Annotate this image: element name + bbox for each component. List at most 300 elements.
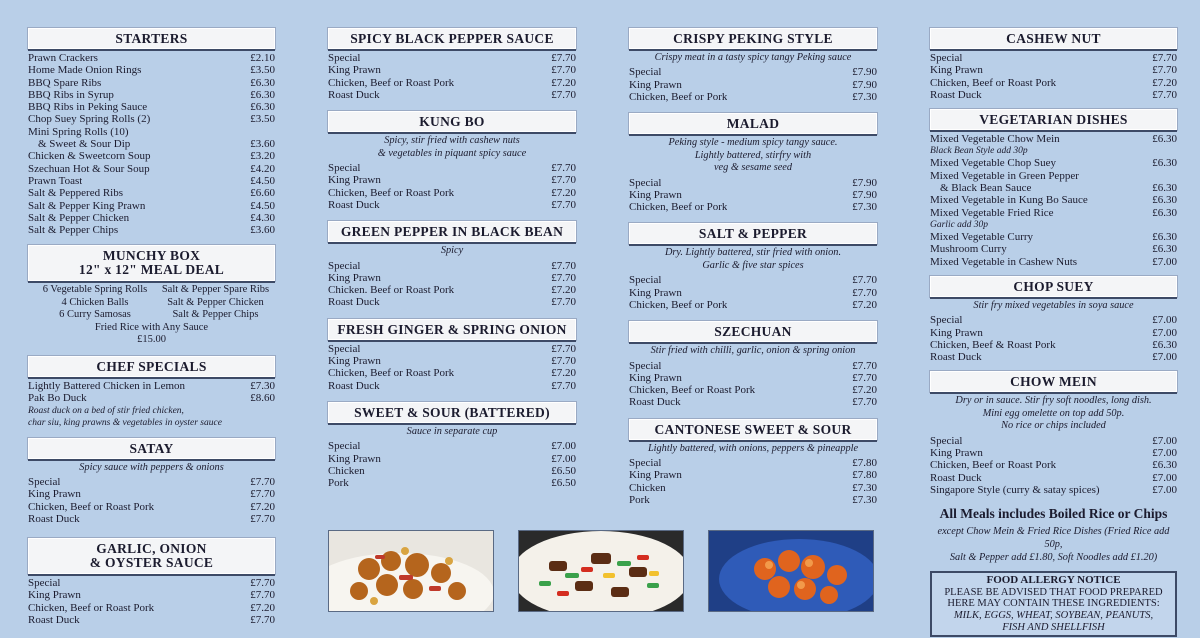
section-description: veg & sesame seed xyxy=(713,162,793,174)
allergy-line: PLEASE BE ADVISED THAT FOOD PREPARED xyxy=(944,586,1163,598)
menu-item-name: Roast Duck xyxy=(328,88,380,101)
menu-item-row xyxy=(930,231,1177,243)
menu-item-price: £6.30 xyxy=(1152,157,1177,170)
menu-item-price: £6.30 xyxy=(250,101,275,114)
menu-item-row xyxy=(930,170,1177,182)
menu-item-name: Chicken xyxy=(629,481,666,494)
menu-item-price: £4.30 xyxy=(250,211,275,224)
menu-item-price: £7.00 xyxy=(1152,314,1177,327)
garlic-title-line2: & OYSTER SAUCE xyxy=(89,555,214,571)
menu-item-price: £4.20 xyxy=(250,162,275,175)
menu-item-name: King Prawn xyxy=(328,174,381,187)
menu-item-row xyxy=(28,126,275,138)
menu-item-name: King Prawn xyxy=(629,188,682,201)
section-description: Spicy, stir fried with cashew nuts xyxy=(384,135,520,147)
menu-item-price: £6.30 xyxy=(1152,133,1177,146)
menu-item-name: Chicken, Beef or Roast Pork xyxy=(930,76,1057,89)
menu-item-name: Salt & Pepper King Prawn xyxy=(28,199,146,212)
menu-item-name: Special xyxy=(328,342,361,355)
menu-item-name: BBQ Spare Ribs xyxy=(28,76,102,89)
menu-item-price: £7.30 xyxy=(852,494,877,506)
menu-item-price: £7.30 xyxy=(250,379,275,392)
menu-item-price: £4.50 xyxy=(250,174,275,187)
menu-item-name: Mixed Vegetable Fried Rice xyxy=(930,206,1054,219)
menu-item-row xyxy=(930,52,1177,64)
menu-item-row xyxy=(28,150,275,162)
menu-item-price: £7.70 xyxy=(852,286,877,299)
section-chop-suey xyxy=(930,276,1177,364)
meal-deal-contents xyxy=(28,284,275,347)
menu-item-price: £7.00 xyxy=(551,440,576,453)
menu-item-name: King Prawn xyxy=(930,64,983,77)
menu-item-row xyxy=(629,360,877,372)
menu-item-row xyxy=(328,453,576,465)
menu-item-row xyxy=(328,367,576,379)
menu-item-price: £8.60 xyxy=(250,392,275,405)
menu-item-price: £7.30 xyxy=(852,481,877,494)
menu-item-price: £6.30 xyxy=(250,88,275,101)
menu-item-row xyxy=(930,327,1177,339)
section-munchy-box xyxy=(28,245,275,347)
sweet-sour-chicken-photo xyxy=(708,530,874,612)
menu-item-price: £6.60 xyxy=(250,187,275,200)
menu-item-row xyxy=(629,91,877,103)
menu-item-row xyxy=(629,201,877,213)
menu-item-name: King Prawn xyxy=(28,488,81,501)
menu-item-price: £6.30 xyxy=(1152,230,1177,243)
meals-exception-note xyxy=(930,525,1177,564)
menu-item-row xyxy=(328,64,576,76)
menu-item-price: £7.00 xyxy=(1152,483,1177,496)
menu-item-row xyxy=(930,157,1177,169)
menu-item-row xyxy=(629,189,877,201)
menu-item-row xyxy=(328,296,576,308)
menu-item-row xyxy=(629,396,877,408)
section-salt-and-pepper xyxy=(629,223,877,311)
menu-item-row xyxy=(328,260,576,272)
section-vegetarian-dishes xyxy=(930,109,1177,268)
allergy-line: HERE MAY CONTAIN THESE INGREDIENTS: xyxy=(947,598,1160,610)
section-description: Stir fry mixed vegetables in soya sauce xyxy=(973,299,1134,311)
menu-item-name: Mushroom Curry xyxy=(930,243,1007,256)
menu-item-row xyxy=(28,113,275,125)
menu-item-name: BBQ Ribs in Syrup xyxy=(28,88,114,101)
menu-item-row xyxy=(328,199,576,211)
menu-item-row xyxy=(629,299,877,311)
menu-item-row xyxy=(629,457,877,469)
section-cantonese-sweet-and-sour xyxy=(629,419,877,507)
section-crispy-peking-style xyxy=(629,28,877,103)
chef-note: char siu, king prawns & vegetables in oyster sauce xyxy=(28,417,222,428)
menu-item-price: £7.70 xyxy=(1152,52,1177,64)
menu-item-price: £7.70 xyxy=(551,88,576,101)
allergy-line xyxy=(936,610,1171,622)
menu-item-name: Mixed Vegetable in Green Pepper xyxy=(930,169,1079,182)
section-description: Lightly battered, stirfry with xyxy=(694,149,812,161)
section-sweet-and-sour-battered xyxy=(328,402,576,490)
menu-item-row xyxy=(930,435,1177,447)
menu-item-price: £7.00 xyxy=(551,452,576,465)
section-title: SALT & PEPPER xyxy=(629,223,877,244)
menu-item-price: £7.70 xyxy=(551,174,576,187)
deal-item: 4 Chicken Balls xyxy=(61,296,129,308)
menu-column-3 xyxy=(629,28,877,506)
menu-item-row xyxy=(930,194,1177,206)
menu-item-name: Mixed Vegetable Chow Mein xyxy=(930,133,1060,146)
menu-item-price: £7.30 xyxy=(852,91,877,103)
deal-item: Salt & Pepper Chicken xyxy=(167,296,264,308)
menu-item-name: Special xyxy=(930,52,963,64)
menu-item-row xyxy=(328,52,576,64)
menu-item-row xyxy=(28,101,275,113)
menu-item-name: Special xyxy=(629,274,662,287)
menu-item-row xyxy=(328,380,576,392)
menu-item-name: Black Bean Style add 30p xyxy=(930,146,1028,157)
menu-item-name: Mixed Vegetable in Kung Bo Sauce xyxy=(930,194,1088,207)
menu-item-row xyxy=(930,182,1177,194)
menu-item-name: Special xyxy=(328,52,361,64)
menu-item-price: £3.20 xyxy=(250,150,275,163)
section-title: VEGETARIAN DISHES xyxy=(930,109,1177,130)
menu-item-row xyxy=(28,380,275,392)
menu-item-row xyxy=(28,200,275,212)
menu-item-row xyxy=(28,187,275,199)
exception-line: Salt & Pepper add £1.80, Soft Noodles add £1.20) xyxy=(949,552,1158,564)
allergy-ingredients: FISH AND SHELLFISH xyxy=(1002,621,1105,633)
menu-item-price: £2.10 xyxy=(250,52,275,64)
menu-item-row xyxy=(930,459,1177,471)
section-title: CASHEW NUT xyxy=(930,28,1177,49)
menu-item-row xyxy=(28,476,275,488)
menu-item-name: Chop Suey Spring Rolls (2) xyxy=(28,113,151,126)
chef-list xyxy=(28,380,275,405)
menu-item-price: £6.30 xyxy=(1152,206,1177,219)
menu-item-row xyxy=(629,372,877,384)
menu-item-name: Special xyxy=(28,475,61,488)
menu-item-price: £7.70 xyxy=(551,379,576,392)
menu-item-row xyxy=(629,274,877,286)
menu-item-price: £7.70 xyxy=(250,589,275,602)
menu-item-name: King Prawn xyxy=(930,446,983,459)
menu-item-price: £3.50 xyxy=(250,113,275,126)
section-garlic-onion xyxy=(28,538,275,626)
menu-item-price: £3.60 xyxy=(250,224,275,237)
menu-item-price: £7.70 xyxy=(551,259,576,272)
deal-row xyxy=(28,297,275,310)
deal-item: 6 Curry Samosas xyxy=(59,309,131,321)
menu-item-row xyxy=(28,602,275,614)
exception-line: except Chow Mein & Fried Rice Dishes (Fried Rice add 50p, xyxy=(937,526,1170,551)
menu-item-row xyxy=(328,162,576,174)
section-description: Dry. Lightly battered, stir fried with onion. xyxy=(664,247,842,259)
menu-item-price: £7.70 xyxy=(551,296,576,309)
menu-item-name: Special xyxy=(930,434,963,447)
menu-item-name: King Prawn xyxy=(629,286,682,299)
menu-item-price: £6.30 xyxy=(1152,182,1177,195)
menu-item-name: Chicken, Beef or Pork xyxy=(629,201,728,214)
allergy-line xyxy=(936,622,1171,634)
menu-item-row xyxy=(28,614,275,626)
menu-item-price: £7.70 xyxy=(551,198,576,211)
menu-item-name: Chicken, Beef or Roast Pork xyxy=(930,459,1057,472)
menu-item-name: Chicken, Beef & Roast Pork xyxy=(930,338,1056,351)
menu-item-name: Pork xyxy=(629,494,650,506)
menu-item-row xyxy=(28,488,275,500)
menu-item-price: £6.30 xyxy=(1152,194,1177,207)
menu-item-row xyxy=(328,77,576,89)
menu-item-name: Special xyxy=(328,259,361,272)
section-description: Stir fried with chilli, garlic, onion & spring onion xyxy=(650,345,856,357)
menu-item-name: Pak Bo Duck xyxy=(28,392,87,405)
menu-item-row xyxy=(328,477,576,489)
menu-item-price: £7.70 xyxy=(250,512,275,525)
deal-item: 6 Vegetable Spring Rolls xyxy=(42,284,148,296)
menu-item-price: £7.20 xyxy=(551,284,576,297)
menu-item-name: Chicken, Beef or Roast Pork xyxy=(328,367,455,380)
menu-item-price: £7.90 xyxy=(852,176,877,189)
menu-item-row xyxy=(28,224,275,236)
menu-item-price: £4.50 xyxy=(250,199,275,212)
menu-item-row xyxy=(930,243,1177,255)
menu-item-name: King Prawn xyxy=(328,452,381,465)
menu-item-name: Prawn Toast xyxy=(28,174,83,187)
menu-item-name: King Prawn xyxy=(328,64,381,77)
menu-item-row xyxy=(28,589,275,601)
menu-item-row xyxy=(629,287,877,299)
section-title: SZECHUAN xyxy=(629,321,877,342)
section-description: Dry or in sauce. Stir fry soft noodles, long dish. xyxy=(955,395,1152,407)
menu-item-price: £6.30 xyxy=(1152,338,1177,351)
menu-item-price: £7.70 xyxy=(852,274,877,287)
menu-item-row xyxy=(28,138,275,150)
food-allergy-notice xyxy=(930,571,1177,637)
menu-item-name: Salt & Pepper Chicken xyxy=(28,211,130,224)
menu-item-name: Chicken, Beef or Roast Pork xyxy=(28,601,155,614)
menu-item-row xyxy=(28,392,275,404)
menu-item-price: £7.80 xyxy=(852,469,877,482)
menu-item-name: Chicken, Beef or Roast Pork xyxy=(629,384,756,397)
menu-item-row xyxy=(328,343,576,355)
menu-column-1 xyxy=(28,28,275,626)
menu-item-price: £7.20 xyxy=(250,500,275,513)
menu-item-price: £7.70 xyxy=(250,577,275,590)
section-description: Peking style - medium spicy tangy sauce. xyxy=(668,137,838,149)
section-title xyxy=(28,245,275,281)
menu-item-name: Special xyxy=(629,457,662,470)
menu-item-price: £7.70 xyxy=(250,475,275,488)
menu-item-row xyxy=(28,64,275,76)
menu-item-name: Chicken, Beef or Roast Pork xyxy=(328,186,455,199)
menu-item-name: Roast Duck xyxy=(930,88,982,101)
menu-item-price: £7.70 xyxy=(551,271,576,284)
deal-item: Salt & Pepper Chips xyxy=(172,309,259,321)
menu-item-name: & Sweet & Sour Dip xyxy=(38,138,131,151)
deal-price: £15.00 xyxy=(137,334,166,346)
section-title: MALAD xyxy=(629,113,877,134)
menu-item-row xyxy=(328,465,576,477)
menu-item-name: Special xyxy=(328,162,361,174)
menu-item-price: £7.90 xyxy=(852,78,877,91)
menu-item-row xyxy=(28,175,275,187)
garlic-title-line1: GARLIC, ONION xyxy=(96,541,207,557)
menu-item-row xyxy=(328,284,576,296)
menu-item-name: Special xyxy=(629,176,662,189)
menu-item-name: Roast Duck xyxy=(328,198,380,211)
menu-item-name: Chicken, Beef or Roast Pork xyxy=(28,500,155,513)
section-description: Mini egg omelette on top add 50p. xyxy=(982,407,1125,419)
section-cashew-nut xyxy=(930,28,1177,101)
menu-item-row xyxy=(930,256,1177,268)
menu-item-price: £7.70 xyxy=(852,396,877,409)
section-title: CHOW MEIN xyxy=(930,371,1177,392)
menu-item-row xyxy=(28,163,275,175)
menu-item-name: Special xyxy=(930,314,963,327)
section-description: Spicy xyxy=(440,245,464,257)
section-green-pepper-in-black-bean xyxy=(328,221,576,309)
munchy-title-line2: 12" x 12" MEAL DEAL xyxy=(78,262,225,278)
menu-item-name: Chicken, Beef or Pork xyxy=(629,298,728,311)
menu-item-row xyxy=(930,89,1177,101)
section-title: CRISPY PEKING STYLE xyxy=(629,28,877,49)
menu-item-row xyxy=(629,79,877,91)
menu-item-price: £7.70 xyxy=(551,162,576,174)
menu-item-price: £7.70 xyxy=(250,614,275,627)
section-kung-bo xyxy=(328,111,576,211)
menu-item-name: Chicken. Beef or Roast Pork xyxy=(328,284,455,297)
section-title: SPICY BLACK PEPPER SAUCE xyxy=(328,28,576,49)
menu-item-price: £7.70 xyxy=(852,371,877,384)
menu-item-name: Chicken, Beef or Roast Pork xyxy=(328,76,455,89)
menu-item-name: Szechuan Hot & Sour Soup xyxy=(28,162,150,175)
menu-item-row xyxy=(930,484,1177,496)
menu-item-row xyxy=(930,145,1177,157)
allergy-title: FOOD ALLERGY NOTICE xyxy=(986,574,1121,587)
menu-item-name: Mixed Vegetable in Cashew Nuts xyxy=(930,255,1078,268)
menu-item-name: Salt & Peppered Ribs xyxy=(28,187,124,200)
kung-po-chicken-photo xyxy=(328,530,494,612)
menu-item-price: £3.60 xyxy=(250,138,275,151)
menu-item-name: & Black Bean Sauce xyxy=(940,182,1032,195)
menu-item-row xyxy=(930,472,1177,484)
menu-item-price: £7.80 xyxy=(852,457,877,470)
menu-item-price: £6.30 xyxy=(250,76,275,89)
menu-item-row xyxy=(629,469,877,481)
menu-item-row xyxy=(328,174,576,186)
menu-item-price: £7.90 xyxy=(852,66,877,79)
menu-item-name: Roast Duck xyxy=(28,614,80,627)
menu-item-name: King Prawn xyxy=(629,371,682,384)
section-description: Spicy sauce with peppers & onions xyxy=(79,461,224,473)
menu-item-name: King Prawn xyxy=(328,355,381,368)
section-title: STARTERS xyxy=(28,28,275,49)
menu-item-price: £7.70 xyxy=(551,52,576,64)
menu-item-price: £7.00 xyxy=(1152,434,1177,447)
menu-column-2 xyxy=(328,28,576,490)
menu-item-row xyxy=(28,212,275,224)
deal-item: Salt & Pepper Spare Ribs xyxy=(161,284,270,296)
menu-item-row xyxy=(28,89,275,101)
menu-item-name: Special xyxy=(629,66,662,79)
menu-item-row xyxy=(28,52,275,64)
menu-item-row xyxy=(328,272,576,284)
deal-row xyxy=(28,284,275,297)
menu-item-row xyxy=(328,355,576,367)
menu-item-row xyxy=(930,447,1177,459)
menu-item-price: £7.00 xyxy=(1152,446,1177,459)
menu-item-price: £7.70 xyxy=(551,342,576,355)
section-chef-specials xyxy=(28,356,275,429)
menu-item-row xyxy=(28,513,275,525)
menu-item-name: King Prawn xyxy=(629,78,682,91)
menu-item-name: Chicken & Sweetcorn Soup xyxy=(28,150,151,163)
menu-item-price: £7.70 xyxy=(250,488,275,501)
section-title: KUNG BO xyxy=(328,111,576,132)
menu-item-price: £7.00 xyxy=(1152,351,1177,364)
menu-item-price: £7.20 xyxy=(551,76,576,89)
menu-item-row xyxy=(629,384,877,396)
menu-item-price: £7.70 xyxy=(1152,64,1177,77)
menu-item-name: Roast Duck xyxy=(28,512,80,525)
menu-item-price: £6.30 xyxy=(1152,243,1177,256)
section-title: CHOP SUEY xyxy=(930,276,1177,297)
menu-item-name: Salt & Pepper Chips xyxy=(28,224,119,237)
menu-item-name: Mixed Vegetable Curry xyxy=(930,230,1034,243)
allergy-ingredients: MILK, EGGS, WHEAT, SOYBEAN, PEANUTS, xyxy=(953,609,1154,621)
section-spicy-black-pepper-sauce xyxy=(328,28,576,101)
menu-item-price: £7.00 xyxy=(1152,255,1177,268)
menu-item-row xyxy=(930,207,1177,219)
deal-line: Fried Rice with Any Sauce xyxy=(94,321,209,333)
menu-item-price: £7.70 xyxy=(551,64,576,77)
menu-item-name: Roast Duck xyxy=(930,471,982,484)
menu-item-row xyxy=(629,66,877,78)
menu-item-name: Singapore Style (curry & satay spices) xyxy=(930,483,1100,496)
menu-item-row xyxy=(28,577,275,589)
menu-item-name: Special xyxy=(28,577,61,590)
section-malad xyxy=(629,113,877,213)
meals-include-banner: All Meals includes Boiled Rice or Chips xyxy=(939,506,1168,522)
section-title xyxy=(28,538,275,574)
section-title: CHEF SPECIALS xyxy=(28,356,275,377)
deal-row xyxy=(28,309,275,322)
menu-item-name: Mixed Vegetable Chop Suey xyxy=(930,157,1056,170)
section-szechuan xyxy=(629,321,877,409)
section-description: Lightly battered, with onions, peppers & pineapple xyxy=(647,442,859,454)
menu-item-name: Lightly Battered Chicken in Lemon xyxy=(28,379,186,392)
menu-item-name: Home Made Onion Rings xyxy=(28,64,142,77)
menu-item-row xyxy=(930,64,1177,76)
menu-item-price: £7.20 xyxy=(250,601,275,614)
section-starters xyxy=(28,28,275,236)
menu-item-name: BBQ Ribs in Peking Sauce xyxy=(28,101,148,114)
menu-item-row xyxy=(629,494,877,506)
starters-list xyxy=(28,52,275,236)
menu-item-price: £7.90 xyxy=(852,188,877,201)
menu-item-name: Special xyxy=(328,440,361,453)
menu-item-row xyxy=(328,187,576,199)
menu-item-row xyxy=(28,77,275,89)
black-bean-stir-fry-photo xyxy=(518,530,684,612)
menu-item-name: Roast Duck xyxy=(328,379,380,392)
menu-item-name: Roast Duck xyxy=(328,296,380,309)
menu-item-name: Pork xyxy=(328,477,349,490)
section-title: SWEET & SOUR (BATTERED) xyxy=(328,402,576,423)
menu-column-4 xyxy=(930,28,1177,637)
section-description: No rice or chips included xyxy=(1001,420,1106,432)
section-fresh-ginger-and-spring-onion xyxy=(328,319,576,392)
menu-item-price: £7.00 xyxy=(1152,471,1177,484)
menu-item-row xyxy=(930,314,1177,326)
